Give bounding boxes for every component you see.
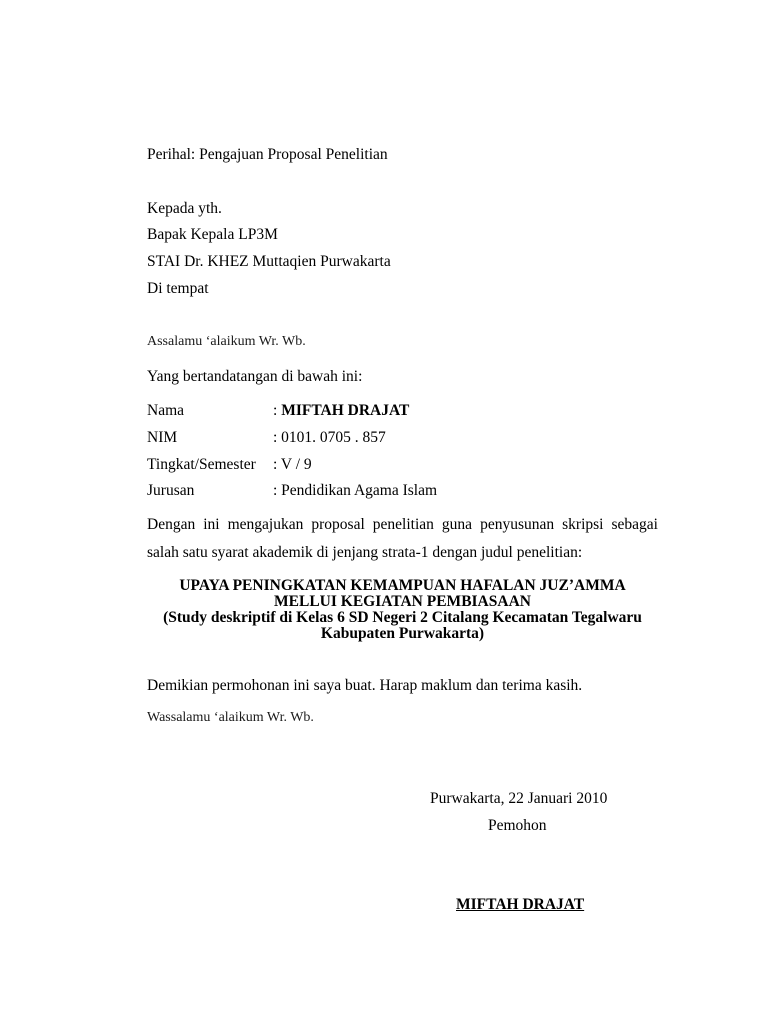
identity-value: : Pendidikan Agama Islam [273, 482, 438, 499]
recipient-line-2: Bapak Kepala LP3M [147, 226, 278, 243]
research-title-line-4: Kabupaten Purwakarta) [320, 625, 485, 642]
identity-value: : 0101. 0705 . 857 [273, 429, 386, 446]
applicant-name: MIFTAH DRAJAT [281, 402, 410, 419]
research-title-line-2: MELLUI KEGIATAN PEMBIASAAN [274, 593, 531, 610]
place-date: Purwakarta, 22 Januari 2010 [430, 790, 608, 807]
recipient-line-3: STAI Dr. KHEZ Muttaqien Purwakarta [147, 253, 391, 270]
recipient-line-4: Di tempat [147, 280, 209, 297]
identity-label: Nama [147, 402, 185, 419]
research-title [130, 578, 675, 642]
identity-label: Tingkat/Semester [147, 456, 256, 473]
intro-text: Yang bertandatangan di bawah ini: [147, 368, 363, 385]
subject-line [147, 146, 388, 164]
subject-value: : Pengajuan Proposal Penelitian [190, 146, 388, 163]
research-title-line-1: UPAYA PENINGKATAN KEMAMPUAN HAFALAN JUZ’AMMA [179, 577, 626, 594]
signer-name: MIFTAH DRAJAT [456, 896, 585, 913]
farewell-text: Wassalamu ‘alaikum Wr. Wb. [147, 710, 314, 725]
recipient-line-1: Kepada yth. [147, 200, 222, 217]
identity-label: NIM [147, 429, 178, 446]
body-line-1: Dengan ini mengajukan proposal penelitian guna penyusunan skripsi sebagai [147, 516, 658, 533]
identity-label: Jurusan [147, 482, 195, 499]
research-title-line-3: (Study deskriptif di Kelas 6 SD Negeri 2 Citalang Kecamatan Tegalwaru [163, 609, 642, 626]
body-line-2: salah satu syarat akademik di jenjang strata-1 dengan judul penelitian: [147, 544, 583, 561]
greeting: Assalamu ‘alaikum Wr. Wb. [147, 334, 306, 349]
signer-role: Pemohon [488, 817, 547, 834]
identity-value: : MIFTAH DRAJAT [273, 402, 410, 419]
subject-label: Perihal [147, 146, 191, 163]
identity-value: : V / 9 [273, 456, 312, 473]
closing-text: Demikian permohonan ini saya buat. Harap maklum dan terima kasih. [147, 677, 583, 694]
